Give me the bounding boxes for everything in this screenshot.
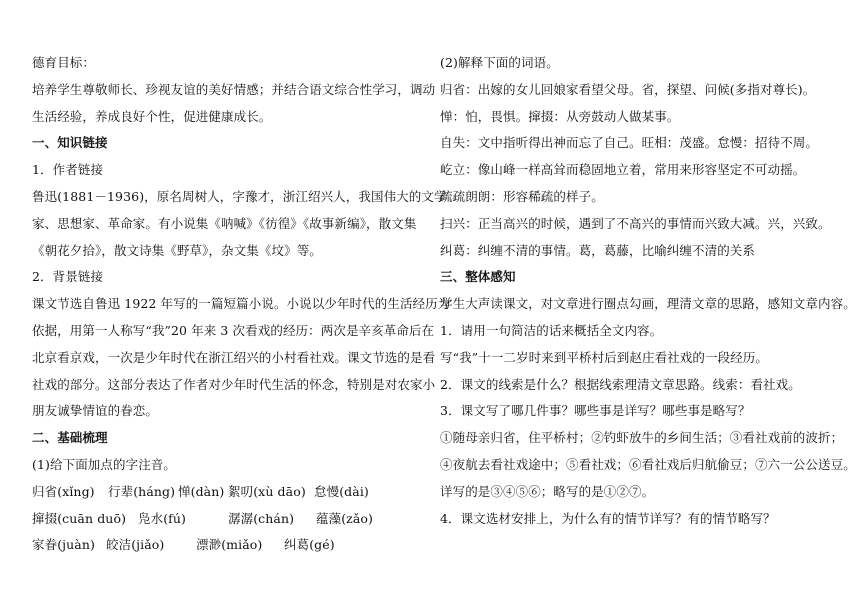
pinyin-item: 凫水(fú) xyxy=(138,510,187,526)
text-line: 鲁迅(1881－1936)，原名周树人，字豫才，浙江绍兴人，我国伟大的文学 xyxy=(32,188,447,204)
text-line: 自失：文中指听得出神而忘了自己。旺相：茂盛。怠慢：招待不周。 xyxy=(440,135,819,151)
left-column xyxy=(32,50,451,559)
text-line: (2)解释下面的词语。 xyxy=(440,55,559,70)
text-line: 依据，用第一人称写“我”20 年来 3 次看戏的经历：两次是辛亥革命后在 xyxy=(32,322,435,338)
text-line: ①随母亲归省，住平桥村；②钓虾放牛的乡间生活；③看社戏前的波折； xyxy=(440,430,844,446)
text-line: 扫兴：正当高兴的时候，遇到了不高兴的事情而兴致大减。兴，兴致。 xyxy=(440,215,831,231)
text-line: 生活经验，养成良好个性，促进健康成长。 xyxy=(32,108,272,124)
section-heading: 三、整体感知 xyxy=(440,269,516,285)
pinyin-item: 潺潺(chán) xyxy=(228,510,295,526)
text-line: 惮：怕，畏惧。撺掇：从旁鼓动人做某事。 xyxy=(440,108,680,124)
text-line: 归省：出嫁的女儿回娘家看望父母。省，探望、问候(多指对尊长)。 xyxy=(440,81,816,97)
pinyin-item: 家眷(juàn) xyxy=(32,537,95,553)
text-line: 德育目标： xyxy=(32,55,96,70)
pinyin-row xyxy=(32,532,430,559)
pinyin-row xyxy=(32,479,430,506)
text-line: 培养学生尊敬师长、珍视友谊的美好情感；并结合语文综合性学习，调动 xyxy=(32,81,436,97)
text-line: 3．课文写了哪几件事？哪些事是详写？哪些事是略写？ xyxy=(440,403,751,419)
pinyin-item: 惮(dàn) xyxy=(178,483,225,499)
text-line: 课文节选自鲁迅 1922 年写的一篇短篇小说。小说以少年时代的生活经历为 xyxy=(32,296,451,312)
right-column xyxy=(440,50,856,532)
text-line: 学生大声读课文，对文章进行圈点勾画，理清文章的思路，感知文章内容。 xyxy=(440,296,856,312)
text-line: 4．课文选材安排上，为什么有的情节详写？有的情节略写？ xyxy=(440,510,776,526)
text-line: 屹立：像山峰一样高耸而稳固地立着，常用来形容坚定不可动摇。 xyxy=(440,162,806,178)
text-line: 家、思想家、革命家。有小说集《呐喊》《彷徨》《故事新编》，散文集 xyxy=(32,215,417,231)
pinyin-row xyxy=(32,506,430,533)
pinyin-item: 行辈(háng) xyxy=(108,483,176,499)
pinyin-item: 漂渺(miǎo) xyxy=(196,537,263,553)
text-line: 详写的是③④⑤⑥；略写的是①②⑦。 xyxy=(440,483,655,499)
text-line: 疏疏朗朗：形容稀疏的样子。 xyxy=(440,188,604,204)
text-line: 朋友诚挚情谊的眷恋。 xyxy=(32,403,159,419)
pinyin-item: 归省(xǐng) xyxy=(32,483,95,499)
pinyin-item: 絮叨(xù dāo) xyxy=(228,483,306,499)
text-line: (1)给下面加点的字注音。 xyxy=(32,456,177,472)
pinyin-item: 撺掇(cuān duō) xyxy=(32,510,127,526)
text-line: 社戏的部分。这部分表达了作者对少年时代生活的怀念，特别是对农家小 xyxy=(32,376,436,392)
pinyin-item: 蕴藻(zǎo) xyxy=(316,510,374,526)
text-line: 《朝花夕拾》，散文诗集《野草》，杂文集《坟》等。 xyxy=(32,242,322,258)
text-line: 纠葛：纠缠不清的事情。葛，葛藤，比喻纠缠不清的关系 xyxy=(440,242,756,258)
section-heading: 二、基础梳理 xyxy=(32,430,108,446)
pinyin-item: 皎洁(jiǎo) xyxy=(106,537,165,553)
pinyin-item: 纠葛(gé) xyxy=(284,537,335,553)
text-line: 1．作者链接 xyxy=(32,162,104,178)
text-line: 2．背景链接 xyxy=(32,269,104,285)
section-heading: 一、知识链接 xyxy=(32,135,108,151)
text-line: ④夜航去看社戏途中；⑤看社戏；⑥看社戏后归航偷豆；⑦六一公公送豆。 xyxy=(440,456,856,472)
text-line: 2．课文的线索是什么？根据线索理清文章思路。线索：看社戏。 xyxy=(440,376,801,392)
pinyin-exercise xyxy=(32,479,430,559)
text-line: 北京看京戏，一次是少年时代在浙江绍兴的小村看社戏。课文节选的是看 xyxy=(32,349,436,365)
text-line: 1．请用一句简洁的话来概括全文内容。 xyxy=(440,322,663,338)
left-text-block xyxy=(32,50,451,479)
text-line: 写“我”十一二岁时来到平桥村后到赵庄看社戏的一段经历。 xyxy=(440,349,768,365)
pinyin-item: 怠慢(dài) xyxy=(314,483,369,499)
right-text-block xyxy=(440,50,856,532)
